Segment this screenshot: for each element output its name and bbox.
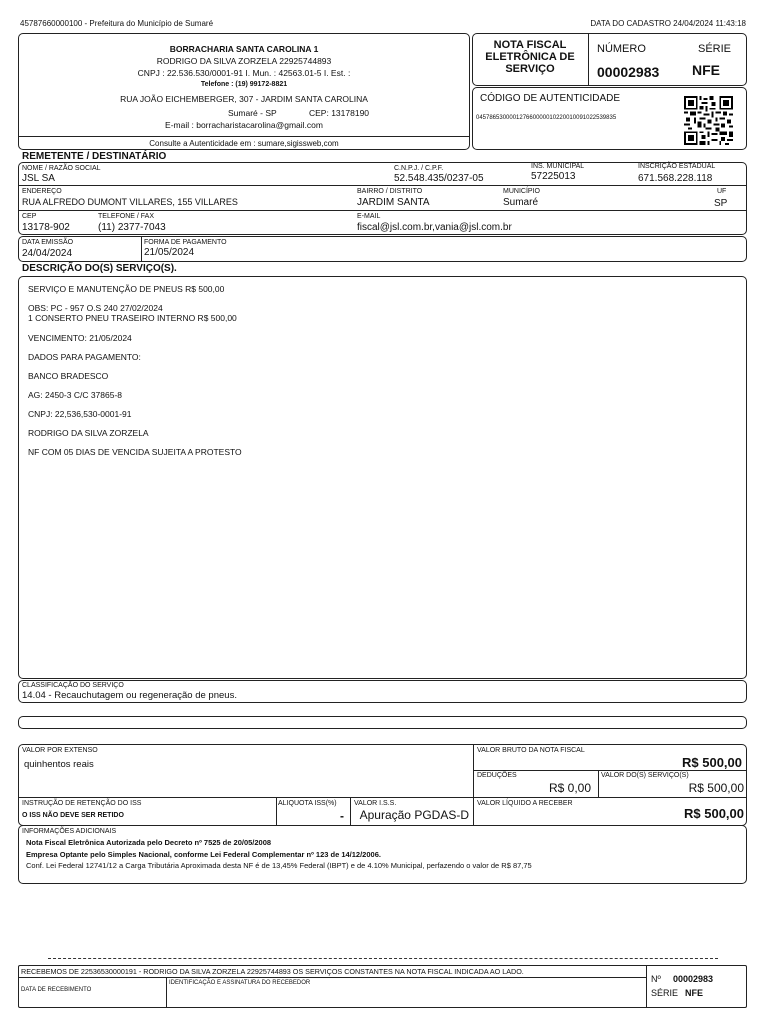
aliquota-value: - xyxy=(340,809,344,823)
recipient-email: fiscal@jsl.com.br,vania@jsl.com.br xyxy=(357,222,512,233)
cadastro-date: DATA DO CADASTRO 24/04/2024 11:43:18 xyxy=(590,19,746,28)
city-label: MUNICÍPIO xyxy=(503,188,540,195)
retencao-label: INSTRUÇÃO DE RETENÇÃO DO ISS xyxy=(22,800,142,807)
services-section-title: DESCRIÇÃO DO(S) SERVIÇO(S). xyxy=(22,263,177,274)
auth-label: CÓDIGO DE AUTENTICIDADE xyxy=(480,93,621,104)
info-line-2: Empresa Optante pelo Simples Nacional, conforme Lei Federal Complementar nº 123 de 14/12/2006. xyxy=(26,850,381,859)
serie-value: NFE xyxy=(692,62,720,78)
issuer-city: Sumaré - SP xyxy=(228,108,277,118)
service-line: BANCO BRADESCO xyxy=(28,371,109,381)
emission-date: 24/04/2024 xyxy=(22,248,73,259)
phone-label: TELEFONE / FAX xyxy=(98,213,155,220)
numero-value: 00002983 xyxy=(597,64,660,80)
recipient-uf: SP xyxy=(714,198,728,209)
aliquota-label: ALIQUOTA ISS(%) xyxy=(278,800,337,807)
issuer-name: BORRACHARIA SANTA CAROLINA 1 xyxy=(169,44,319,54)
recipient-section-title: REMETENTE / DESTINATÁRIO xyxy=(22,151,167,162)
receipt-serie: NFE xyxy=(685,988,703,998)
recipient-cep: 13178-902 xyxy=(22,222,70,233)
info-line-1: Nota Fiscal Eletrônica Autorizada pelo Decreto nº 7525 de 20/05/2008 xyxy=(26,838,272,847)
service-line: SERVIÇO E MANUTENÇÃO DE PNEUS R$ 500,00 xyxy=(28,284,225,294)
extenso-label: VALOR POR EXTENSO xyxy=(22,747,98,754)
service-line: 1 CONSERTO PNEU TRASEIRO INTERNO R$ 500,00 xyxy=(28,313,237,323)
receipt-sign-label: IDENTIFICAÇÃO E ASSINATURA DO RECEBEDOR xyxy=(169,980,311,986)
classification-label: CLASSIFICAÇÃO DO SERVIÇO xyxy=(22,682,124,689)
servicos-label: VALOR DO(S) SERVIÇO(S) xyxy=(601,772,689,779)
recipient-address: RUA ALFREDO DUMONT VILLARES, 155 VILLARES xyxy=(22,197,238,207)
bruto-value: R$ 500,00 xyxy=(682,755,742,770)
consult-link[interactable]: Consulte a Autenticidade em : sumare,sigissweb,com xyxy=(149,139,339,148)
service-line: NF COM 05 DIAS DE VENCIDA SUJEITA A PROTESTO xyxy=(28,447,242,457)
nota-title-2: ELETRÔNICA DE xyxy=(485,51,575,63)
deducoes-value: R$ 0,00 xyxy=(548,781,591,795)
recipient-ins-mun: 57225013 xyxy=(531,171,576,182)
service-line: VENCIMENTO: 21/05/2024 xyxy=(28,333,132,343)
receipt-serie-label: SÉRIE xyxy=(651,988,679,998)
issuer-phone: Telefone : (19) 99172-8821 xyxy=(200,81,288,88)
receipt-text: RECEBEMOS DE 22536530000191 - RODRIGO DA SILVA ZORZELA 22925744893 OS SERVIÇOS CONSTANTES NA NOTA FISCAL INDICADA AO LADO. xyxy=(21,967,524,976)
name-label: NOME / RAZÃO SOCIAL xyxy=(22,165,101,172)
recipient-cnpj: 52.548.435/0237-05 xyxy=(394,173,484,184)
bruto-label: VALOR BRUTO DA NOTA FISCAL xyxy=(477,747,585,754)
prefeitura-header: 45787660000100 - Prefeitura do Município de Sumaré xyxy=(20,19,214,28)
recipient-district: JARDIM SANTA xyxy=(357,197,430,208)
liquido-label: VALOR LÍQUIDO A RECEBER xyxy=(477,800,573,807)
district-label: BAIRRO / DISTRITO xyxy=(357,188,423,195)
info-label: INFORMAÇÕES ADICIONAIS xyxy=(22,828,117,835)
info-line-3: Conf. Lei Federal 12741/12 a Carga Tributária Aproximada desta NF é de 13,45% Federal (IBPT) e de 4.10% Municipal, perfazendo o valor de R$ 87,75 xyxy=(26,861,532,870)
classification-value: 14.04 - Recauchutagem ou regeneração de pneus. xyxy=(22,690,237,701)
address-label: ENDEREÇO xyxy=(22,188,62,195)
iss-label: VALOR I.S.S. xyxy=(354,800,397,807)
issuer-cnpj: CNPJ : 22.536.530/0001-91 I. Mun. : 42563.01-5 I. Est. : xyxy=(137,68,351,78)
receipt-num: 00002983 xyxy=(673,974,714,984)
qr-code-icon xyxy=(684,96,733,145)
recipient-ins-est: 671.568.228.118 xyxy=(638,173,713,184)
receipt-date-label: DATA DE RECEBIMENTO xyxy=(21,987,92,993)
service-line: DADOS PARA PAGAMENTO: xyxy=(28,352,141,362)
recipient-city: Sumaré xyxy=(503,197,539,208)
iss-value: Apuração PGDAS-D xyxy=(359,808,469,822)
recipient-phone: (11) 2377-7043 xyxy=(98,222,166,233)
receipt-num-label: Nº xyxy=(651,974,661,984)
extenso-value: quinhentos reais xyxy=(24,759,94,770)
email-label: E-MAIL xyxy=(357,213,381,220)
service-line: OBS: PC - 957 O.S 240 27/02/2024 xyxy=(28,303,163,313)
payment-label: FORMA DE PAGAMENTO xyxy=(144,239,227,246)
deducoes-label: DEDUÇÕES xyxy=(477,772,517,779)
ins-est-label: INSCRIÇÃO ESTADUAL xyxy=(638,163,716,170)
auth-code: 045786530000127660000010220010091022539835 xyxy=(476,115,617,121)
payment-date: 21/05/2024 xyxy=(144,247,195,258)
issuer-cep: CEP: 13178190 xyxy=(309,108,370,118)
dates-box xyxy=(18,236,747,262)
serie-label: SÉRIE xyxy=(698,43,732,55)
liquido-value: R$ 500,00 xyxy=(684,806,744,821)
issuer-address: RUA JOÃO EICHEMBERGER, 307 - JARDIM SANTA CAROLINA xyxy=(120,94,368,104)
servicos-value: R$ 500,00 xyxy=(688,781,744,795)
retencao-value: O ISS NÃO DEVE SER RETIDO xyxy=(22,812,124,819)
uf-label: UF xyxy=(717,188,727,195)
nota-title-3: SERVIÇO xyxy=(505,63,555,75)
empty-band xyxy=(18,716,747,729)
issuer-email: E-mail : borracharistacarolina@gmail.com xyxy=(165,120,323,130)
emission-label: DATA EMISSÃO xyxy=(22,239,74,246)
cep-label: CEP xyxy=(22,213,37,220)
service-line: CNPJ: 22,536,530-0001-91 xyxy=(28,409,132,419)
cnpj-label: C.N.P.J. / C.P.F. xyxy=(394,165,444,172)
cut-line xyxy=(48,958,718,959)
nota-title-1: NOTA FISCAL xyxy=(493,39,567,51)
numero-label: NÚMERO xyxy=(597,43,646,55)
ins-mun-label: INS. MUNICIPAL xyxy=(531,163,585,170)
service-line: AG: 2450-3 C/C 37865-8 xyxy=(28,390,123,400)
issuer-owner: RODRIGO DA SILVA ZORZELA 22925744893 xyxy=(156,56,332,66)
service-line: RODRIGO DA SILVA ZORZELA xyxy=(28,428,149,438)
recipient-name: JSL SA xyxy=(22,173,55,184)
